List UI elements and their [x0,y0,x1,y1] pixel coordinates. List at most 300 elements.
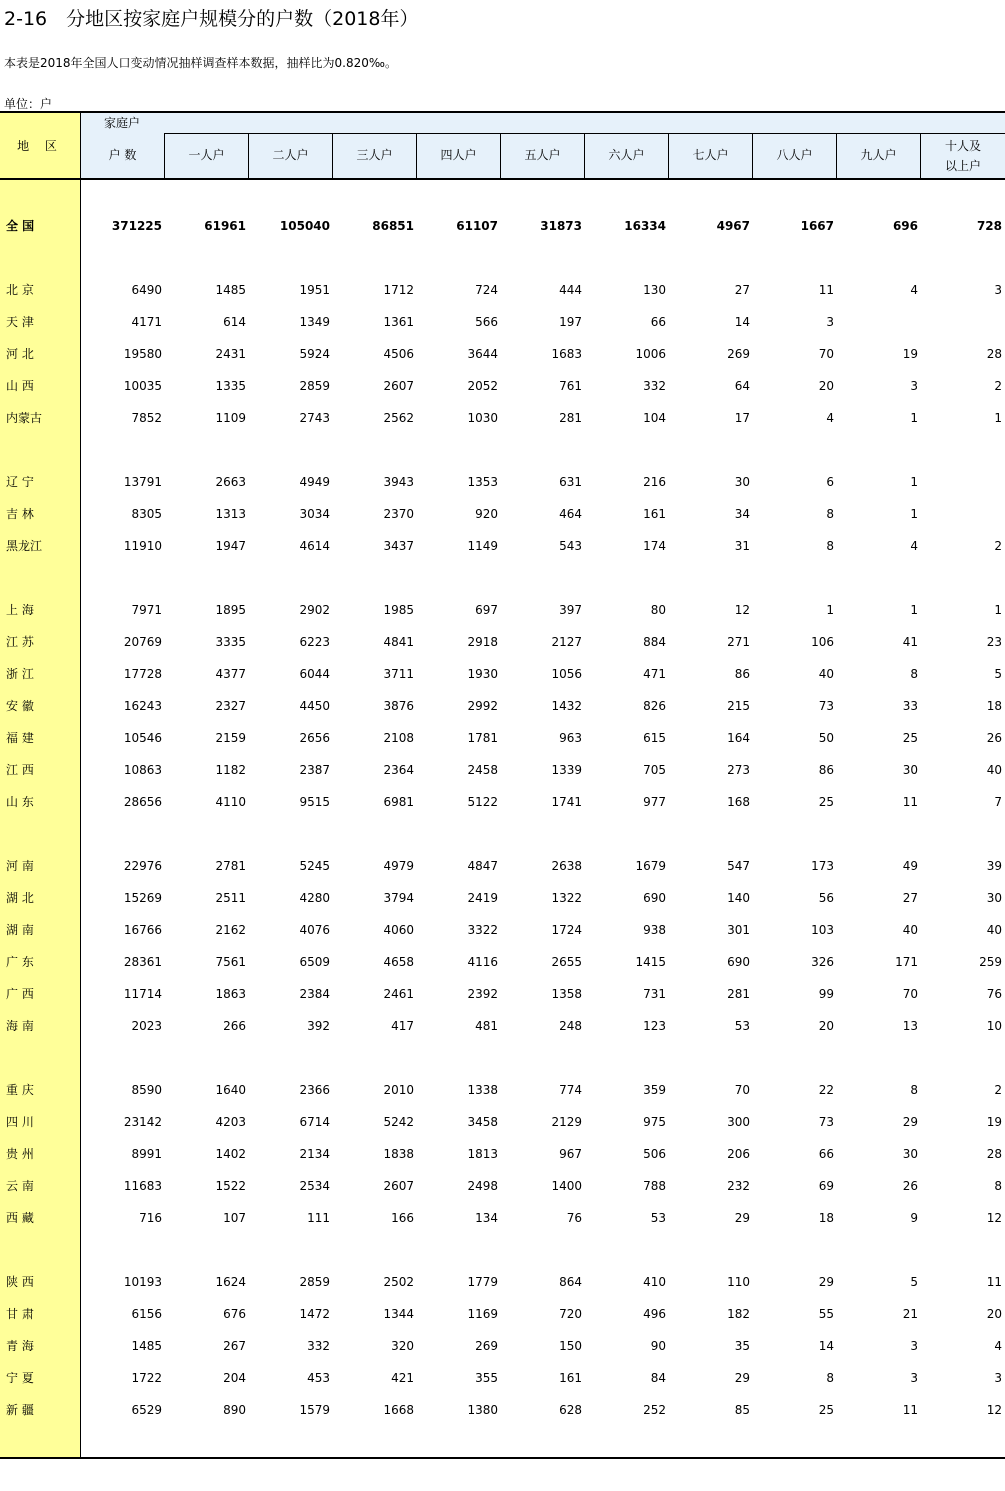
table-cell: 73 [818,1115,834,1129]
table-cell: 105040 [279,219,330,233]
header-col-7-person: 七人户 [692,148,729,162]
table-cell: 16766 [123,923,162,937]
region-name: 福 建 [6,731,34,745]
table-cell: 61107 [456,219,498,233]
table-row [0,1398,1005,1422]
table-cell: 18 [986,699,1002,713]
table-cell: 4203 [215,1115,246,1129]
table-cell [838,310,918,334]
table-cell: 49 [902,859,918,873]
table-cell: 1485 [131,1339,162,1353]
table-cell: 267 [223,1339,246,1353]
table-cell: 25 [818,795,834,809]
table-cell: 1779 [467,1275,498,1289]
table-cell: 696 [892,219,918,233]
region-name: 全 国 [6,219,35,233]
table-cell: 371225 [111,219,162,233]
table-cell: 16243 [123,699,162,713]
table-cell: 3794 [383,891,414,905]
table-cell: 3034 [299,507,330,521]
table-cell: 1 [910,603,918,617]
table-cell: 6529 [131,1403,162,1417]
table-cell: 166 [391,1211,414,1225]
region-name: 陕 西 [6,1275,34,1289]
table-row [0,214,1005,238]
table-cell: 496 [643,1307,666,1321]
table-cell: 359 [643,1083,666,1097]
table-cell: 774 [559,1083,582,1097]
table-row [0,1270,1005,1294]
table-cell: 1349 [299,315,330,329]
table-cell: 69 [818,1179,834,1193]
table-cell: 1 [994,411,1002,425]
table-cell: 4 [826,411,834,425]
table-cell: 1109 [215,411,246,425]
table-cell: 17 [734,411,750,425]
table-cell: 1722 [131,1371,162,1385]
table-row [0,1142,1005,1166]
region-name: 广 西 [6,987,34,1001]
table-row [0,726,1005,750]
table-cell: 690 [643,891,666,905]
table-cell: 444 [559,283,582,297]
table-cell: 1056 [551,667,582,681]
table-cell: 232 [727,1179,750,1193]
table-cell: 85 [734,1403,750,1417]
table-cell: 30 [902,763,918,777]
table-cell: 566 [475,315,498,329]
table-cell: 676 [223,1307,246,1321]
table-cell: 20 [986,1307,1002,1321]
table-cell: 4658 [383,955,414,969]
table-cell: 8 [910,1083,918,1097]
region-name: 上 海 [6,603,34,617]
table-cell: 173 [811,859,834,873]
table-cell [922,310,1002,334]
table-cell: 13 [902,1019,918,1033]
table-cell: 2431 [215,347,246,361]
table-cell [922,502,1002,526]
header-col-1-person: 一人户 [188,148,225,162]
header-family-households: 家庭户 [104,116,141,130]
region-name: 广 东 [6,955,34,969]
table-row [0,1206,1005,1230]
table-row [0,918,1005,942]
table-cell: 2655 [551,955,582,969]
table-cell: 4171 [131,315,162,329]
table-cell: 2366 [299,1083,330,1097]
table-cell: 29 [818,1275,834,1289]
region-name: 海 南 [6,1019,34,1033]
table-cell: 3943 [383,475,414,489]
table-cell: 1712 [383,283,414,297]
table-cell: 1667 [800,219,834,233]
table-cell: 66 [818,1147,834,1161]
table-cell: 30 [986,891,1002,905]
table-cell: 2743 [299,411,330,425]
table-cell: 397 [559,603,582,617]
region-name: 浙 江 [6,667,34,681]
table-cell: 164 [727,731,750,745]
table-cell: 1030 [467,411,498,425]
table-cell: 963 [559,731,582,745]
table-cell: 10546 [123,731,162,745]
table-cell: 123 [643,1019,666,1033]
table-row [0,1078,1005,1102]
table-cell: 1335 [215,379,246,393]
table-cell: 12 [986,1403,1002,1417]
table-row [0,502,1005,526]
table-cell: 1930 [467,667,498,681]
table-cell: 19 [902,347,918,361]
table-cell: 3876 [383,699,414,713]
table-cell: 421 [391,1371,414,1385]
table-cell: 547 [727,859,750,873]
table-cell: 8590 [131,1083,162,1097]
table-cell: 168 [727,795,750,809]
table-cell: 53 [734,1019,750,1033]
table-cell: 2327 [215,699,246,713]
region-name: 江 西 [6,763,34,777]
table-cell: 1947 [215,539,246,553]
table-cell: 9 [910,1211,918,1225]
unit-label: 单位：户 [4,97,53,111]
table-cell: 1149 [467,539,498,553]
table-cell: 86851 [372,219,414,233]
table-cell: 1668 [383,1403,414,1417]
region-name: 吉 林 [6,507,34,521]
table-cell: 6156 [131,1307,162,1321]
table-cell: 33 [902,699,918,713]
table-cell: 3 [826,315,834,329]
table-cell: 1724 [551,923,582,937]
table-cell: 4110 [215,795,246,809]
table-cell: 2663 [215,475,246,489]
table-cell: 34 [734,507,750,521]
table-cell: 410 [643,1275,666,1289]
table-cell: 1358 [551,987,582,1001]
table-cell: 884 [643,635,666,649]
table-cell: 9515 [299,795,330,809]
table-cell: 761 [559,379,582,393]
table-cell: 7971 [131,603,162,617]
table-cell: 464 [559,507,582,521]
table-cell: 300 [727,1115,750,1129]
table-cell: 1339 [551,763,582,777]
table-cell: 471 [643,667,666,681]
region-name: 安 徽 [6,699,34,713]
table-cell: 355 [475,1371,498,1385]
table-cell: 26 [986,731,1002,745]
table-cell: 1344 [383,1307,414,1321]
region-name: 贵 州 [6,1147,34,1161]
table-cell: 2010 [383,1083,414,1097]
table-cell: 2134 [299,1147,330,1161]
table-cell: 171 [895,955,918,969]
table-cell: 6223 [299,635,330,649]
table-cell: 11910 [123,539,162,553]
table-cell: 1741 [551,795,582,809]
table-cell: 76 [986,987,1002,1001]
table-cell: 20 [818,379,834,393]
table-cell: 20769 [123,635,162,649]
table-cell: 392 [307,1019,330,1033]
table-cell: 7561 [215,955,246,969]
table-cell: 29 [902,1115,918,1129]
table-cell: 2607 [383,379,414,393]
table-cell: 4 [994,1339,1002,1353]
table-row [0,790,1005,814]
table-cell: 15269 [123,891,162,905]
table-cell: 103 [811,923,834,937]
table-cell: 1006 [635,347,666,361]
table-cell: 1683 [551,347,582,361]
table-cell: 18 [818,1211,834,1225]
region-name: 江 苏 [6,635,34,649]
table-cell: 22 [818,1083,834,1097]
table-cell: 2023 [131,1019,162,1033]
table-cell: 61961 [204,219,246,233]
table-cell: 720 [559,1307,582,1321]
table-cell: 35 [734,1339,750,1353]
region-name: 内蒙古 [6,411,43,425]
table-cell: 161 [559,1371,582,1385]
header-col-2-person: 二人户 [272,148,309,162]
table-cell: 28361 [123,955,162,969]
table-cell: 2387 [299,763,330,777]
table-cell: 4506 [383,347,414,361]
table-cell: 5245 [299,859,330,873]
table-cell: 2419 [467,891,498,905]
table-cell: 41 [902,635,918,649]
region-name: 河 南 [6,859,34,873]
table-cell: 615 [643,731,666,745]
table-cell: 2159 [215,731,246,745]
table-cell: 140 [727,891,750,905]
table-cell: 2502 [383,1275,414,1289]
table-cell: 3 [910,1371,918,1385]
table-cell: 17728 [123,667,162,681]
table-cell: 3437 [383,539,414,553]
table-cell: 90 [650,1339,666,1353]
table-cell: 25 [902,731,918,745]
table-cell: 1640 [215,1083,246,1097]
region-name: 山 西 [6,379,34,393]
table-cell: 6 [826,475,834,489]
region-name: 湖 南 [6,923,34,937]
table-cell: 7 [994,795,1002,809]
table-cell: 29 [734,1371,750,1385]
header-col-total: 户 数 [108,148,137,162]
table-cell: 216 [643,475,666,489]
table-cell: 4280 [299,891,330,905]
table-cell: 27 [734,283,750,297]
table-cell: 2607 [383,1179,414,1193]
table-cell: 4 [910,283,918,297]
table-cell: 2 [994,1083,1002,1097]
table-cell: 70 [818,347,834,361]
table-cell: 11683 [123,1179,162,1193]
table-cell: 271 [727,635,750,649]
table-cell: 1838 [383,1147,414,1161]
table-cell: 724 [475,283,498,297]
table-cell: 1863 [215,987,246,1001]
table-cell: 5 [994,667,1002,681]
table-cell: 104 [643,411,666,425]
table-cell: 3 [910,379,918,393]
table-cell: 5924 [299,347,330,361]
table-cell: 1338 [467,1083,498,1097]
table-cell: 1679 [635,859,666,873]
table-cell: 506 [643,1147,666,1161]
table-cell: 731 [643,987,666,1001]
table-row [0,310,1005,334]
table-row [0,342,1005,366]
table-cell: 1 [910,475,918,489]
table-cell: 1182 [215,763,246,777]
table-cell: 11 [986,1275,1002,1289]
table-row [0,630,1005,654]
table-cell: 30 [902,1147,918,1161]
table-cell: 2534 [299,1179,330,1193]
table-cell: 4841 [383,635,414,649]
table-cell: 977 [643,795,666,809]
table-cell: 3 [910,1339,918,1353]
table-cell: 20 [818,1019,834,1033]
table-cell: 14 [734,315,750,329]
table-cell: 8991 [131,1147,162,1161]
table-cell: 4967 [716,219,750,233]
table-cell: 99 [818,987,834,1001]
table-cell: 10 [986,1019,1002,1033]
table-cell: 206 [727,1147,750,1161]
header-col-4-person: 四人户 [440,148,477,162]
table-cell: 2902 [299,603,330,617]
table-row [0,758,1005,782]
table-cell: 2638 [551,859,582,873]
table-cell: 86 [818,763,834,777]
table-cell: 4949 [299,475,330,489]
table-cell: 1313 [215,507,246,521]
table-cell: 174 [643,539,666,553]
table-cell [922,470,1002,494]
table-cell: 1169 [467,1307,498,1321]
table-cell: 182 [727,1307,750,1321]
region-name: 天 津 [6,315,34,329]
table-cell: 80 [650,603,666,617]
table-cell: 23142 [123,1115,162,1129]
table-cell: 2498 [467,1179,498,1193]
table-cell: 39 [986,859,1002,873]
table-cell: 2 [994,539,1002,553]
table-cell: 6044 [299,667,330,681]
table-cell: 628 [559,1403,582,1417]
region-name: 四 川 [6,1115,34,1129]
table-cell: 4847 [467,859,498,873]
header-col-8-person: 八人户 [776,148,813,162]
table-cell: 110 [727,1275,750,1289]
table-cell: 8 [910,667,918,681]
table-cell: 86 [734,667,750,681]
table-cell: 6490 [131,283,162,297]
table-cell: 5122 [467,795,498,809]
table-cell: 4116 [467,955,498,969]
table-cell: 2370 [383,507,414,521]
table-cell: 1380 [467,1403,498,1417]
table-cell: 1895 [215,603,246,617]
table-cell: 2127 [551,635,582,649]
region-name: 云 南 [6,1179,34,1193]
table-cell: 31 [734,539,750,553]
table-cell: 134 [475,1211,498,1225]
table-cell: 3 [994,1371,1002,1385]
table-cell: 50 [818,731,834,745]
table-cell: 76 [566,1211,582,1225]
table-cell: 697 [475,603,498,617]
table-cell: 920 [475,507,498,521]
table-cell: 7852 [131,411,162,425]
table-cell: 13791 [123,475,162,489]
table-cell: 3711 [383,667,414,681]
table-cell: 543 [559,539,582,553]
table-row [0,598,1005,622]
table-cell: 5 [910,1275,918,1289]
table-cell: 1361 [383,315,414,329]
table-cell: 111 [307,1211,330,1225]
table-cell: 269 [727,347,750,361]
table-cell: 1 [994,603,1002,617]
table-cell: 252 [643,1403,666,1417]
table-cell: 197 [559,315,582,329]
table-cell: 1432 [551,699,582,713]
region-name: 宁 夏 [6,1371,34,1385]
header-col-6-person: 六人户 [608,148,645,162]
table-cell: 25 [818,1403,834,1417]
table-cell: 11 [902,1403,918,1417]
table-cell: 8305 [131,507,162,521]
table-cell: 2918 [467,635,498,649]
table-cell: 27 [902,891,918,905]
table-cell: 56 [818,891,834,905]
table-cell: 3458 [467,1115,498,1129]
table-cell: 301 [727,923,750,937]
region-name: 山 东 [6,795,34,809]
table-cell: 1472 [299,1307,330,1321]
table-row [0,854,1005,878]
table-cell: 21 [902,1307,918,1321]
table-cell: 11 [902,795,918,809]
table-cell: 1624 [215,1275,246,1289]
table-cell: 19580 [123,347,162,361]
table-row [0,950,1005,974]
table-cell: 2859 [299,1275,330,1289]
table-cell: 1 [910,507,918,521]
table-cell: 890 [223,1403,246,1417]
table-cell: 16334 [624,219,666,233]
table-row [0,1174,1005,1198]
table-cell: 10035 [123,379,162,393]
table-cell: 728 [976,219,1002,233]
table-cell: 5242 [383,1115,414,1129]
table-row [0,406,1005,430]
table-cell: 2 [994,379,1002,393]
table-cell: 481 [475,1019,498,1033]
header-region: 地 区 [17,139,63,153]
table-cell: 2458 [467,763,498,777]
table-cell: 269 [475,1339,498,1353]
table-cell: 2364 [383,763,414,777]
table-cell: 2781 [215,859,246,873]
